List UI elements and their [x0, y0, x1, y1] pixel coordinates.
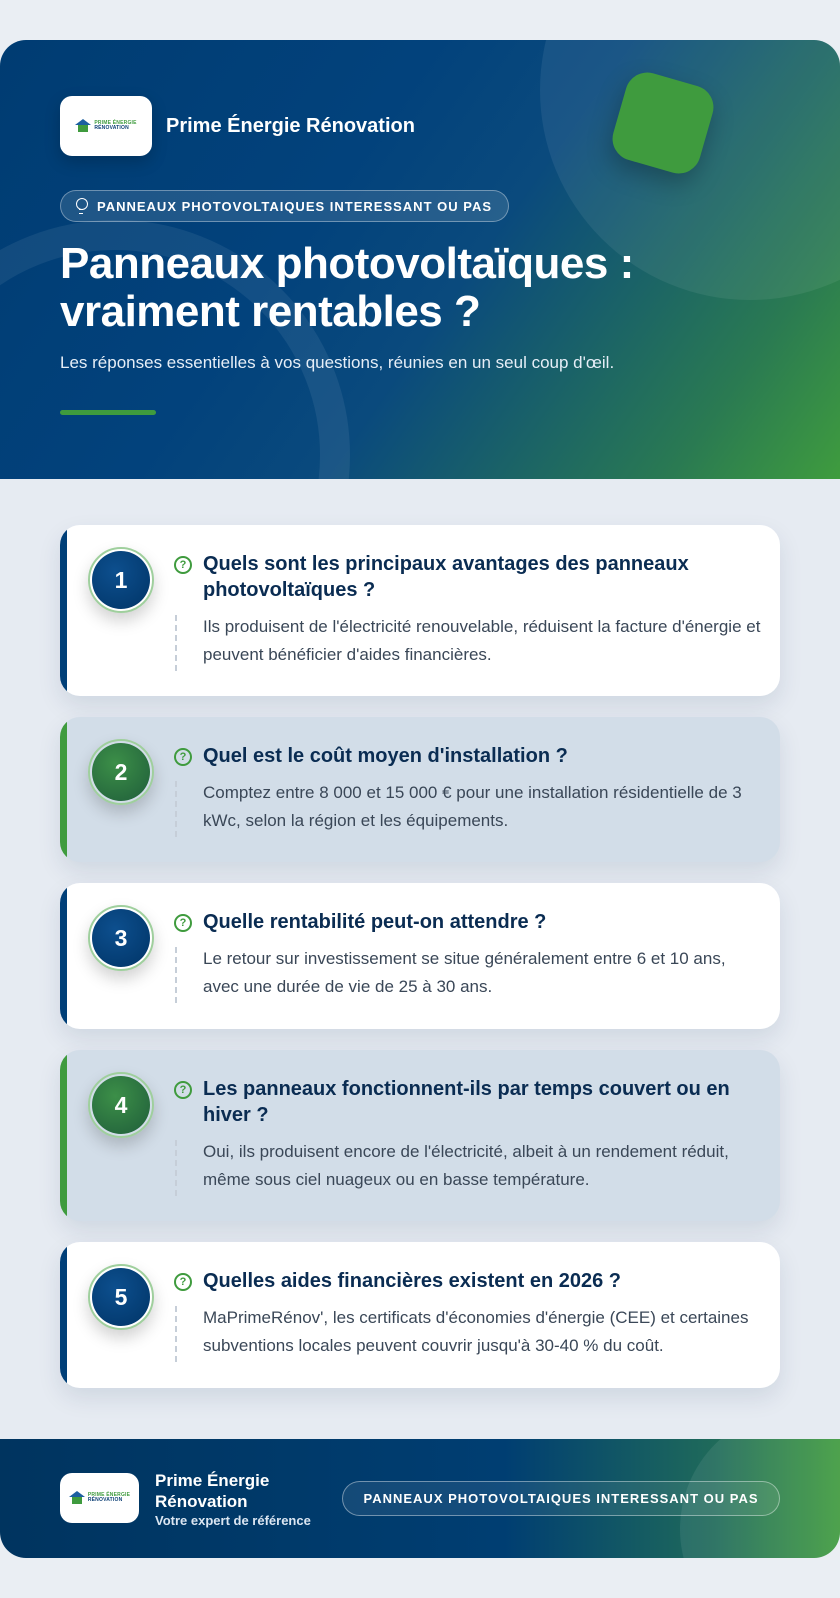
faq-number-badge	[88, 1264, 154, 1330]
faq-question: Quelles aides financières existent en 2026 ?	[203, 1270, 621, 1292]
answer-divider	[175, 947, 177, 1003]
card-edge	[60, 1242, 67, 1388]
answer-divider	[175, 1306, 177, 1362]
lightbulb-icon	[75, 198, 87, 214]
footer-tagline: Votre expert de référence	[155, 1513, 311, 1528]
logo-text-line1: PRIME ÉNERGIE	[87, 1492, 131, 1498]
question-circle-icon: ?	[174, 748, 192, 766]
footer-name-line1: Prime Énergie	[155, 1471, 270, 1490]
footer-brand-name	[155, 1470, 315, 1512]
footer	[0, 1439, 840, 1558]
faq-number: 3	[92, 909, 150, 967]
brand-logo	[60, 96, 152, 156]
logo-text-line2: RÉNOVATION	[94, 125, 129, 131]
faq-card-4	[60, 1050, 780, 1221]
answer-divider	[175, 615, 177, 671]
faq-answer: Comptez entre 8 000 et 15 000 € pour une installation résidentielle de 3 kWc, selon la région et les équipements.	[203, 783, 742, 830]
faq-answer: MaPrimeRénov', les certificats d'économies d'énergie (CEE) et certaines subventions locales peuvent couvrir jusqu'à 30-40 % du coût.	[203, 1308, 749, 1355]
card-edge	[60, 883, 67, 1029]
question-circle-icon: ?	[174, 556, 192, 574]
footer-logo	[60, 1473, 139, 1523]
card-edge	[60, 1050, 67, 1221]
faq-question: Les panneaux fonctionnent-ils par temps couvert ou en hiver ?	[203, 1078, 730, 1126]
answer-divider	[175, 1140, 177, 1196]
page-title	[60, 240, 740, 336]
accent-underline	[60, 410, 156, 415]
card-edge	[60, 717, 67, 862]
hero-header	[0, 40, 840, 479]
logo-text-line1: PRIME ÉNERGIE	[94, 120, 137, 126]
faq-question: Quelle rentabilité peut-on attendre ?	[203, 911, 547, 933]
faq-number-badge	[88, 905, 154, 971]
faq-answer: Le retour sur investissement se situe généralement entre 6 et 10 ans, avec une durée de vie de 25 à 30 ans.	[203, 949, 726, 996]
infographic-page	[0, 40, 840, 1558]
faq-answer: Oui, ils produisent encore de l'électricité, albeit à un rendement réduit, même sous ciel nuageux ou en basse température.	[203, 1142, 729, 1189]
faq-question: Quel est le coût moyen d'installation ?	[203, 745, 568, 767]
logo-text-line2: RÉNOVATION	[87, 1497, 123, 1503]
brand-name: Prime Énergie Rénovation	[166, 114, 415, 137]
card-edge	[60, 525, 67, 696]
question-circle-icon: ?	[174, 1081, 192, 1099]
faq-number-badge	[88, 739, 154, 805]
faq-card-3	[60, 883, 780, 1029]
faq-question: Quels sont les principaux avantages des panneaux photovoltaïques ?	[203, 553, 689, 601]
faq-number-badge	[88, 1072, 154, 1138]
footer-tag: PANNEAUX PHOTOVOLTAIQUES INTERESSANT OU PAS	[342, 1481, 780, 1516]
faq-card-1	[60, 525, 780, 696]
faq-number: 4	[92, 1076, 150, 1134]
brand	[60, 96, 415, 156]
faq-number: 2	[92, 743, 150, 801]
house-logo-icon	[69, 1491, 85, 1505]
faq-number: 1	[92, 551, 150, 609]
faq-answer: Ils produisent de l'électricité renouvelable, réduisent la facture d'énergie et peuvent bénéficier d'aides financières.	[203, 617, 761, 664]
faq-card-2	[60, 717, 780, 862]
house-logo-icon	[75, 119, 91, 133]
title-line-1: Panneaux photovoltaïques :	[60, 239, 634, 288]
faq-number-badge	[88, 547, 154, 613]
question-circle-icon: ?	[174, 1273, 192, 1291]
title-line-2: vraiment rentables ?	[60, 287, 481, 336]
answer-divider	[175, 781, 177, 837]
question-circle-icon: ?	[174, 914, 192, 932]
footer-name-line2: Rénovation	[155, 1492, 248, 1511]
page-subtitle: Les réponses essentielles à vos questions, réunies en un seul coup d'œil.	[60, 353, 615, 372]
faq-card-5	[60, 1242, 780, 1388]
hero-tag	[60, 190, 509, 222]
faq-number: 5	[92, 1268, 150, 1326]
hero-tag-label: PANNEAUX PHOTOVOLTAIQUES INTERESSANT OU PAS	[97, 198, 492, 214]
